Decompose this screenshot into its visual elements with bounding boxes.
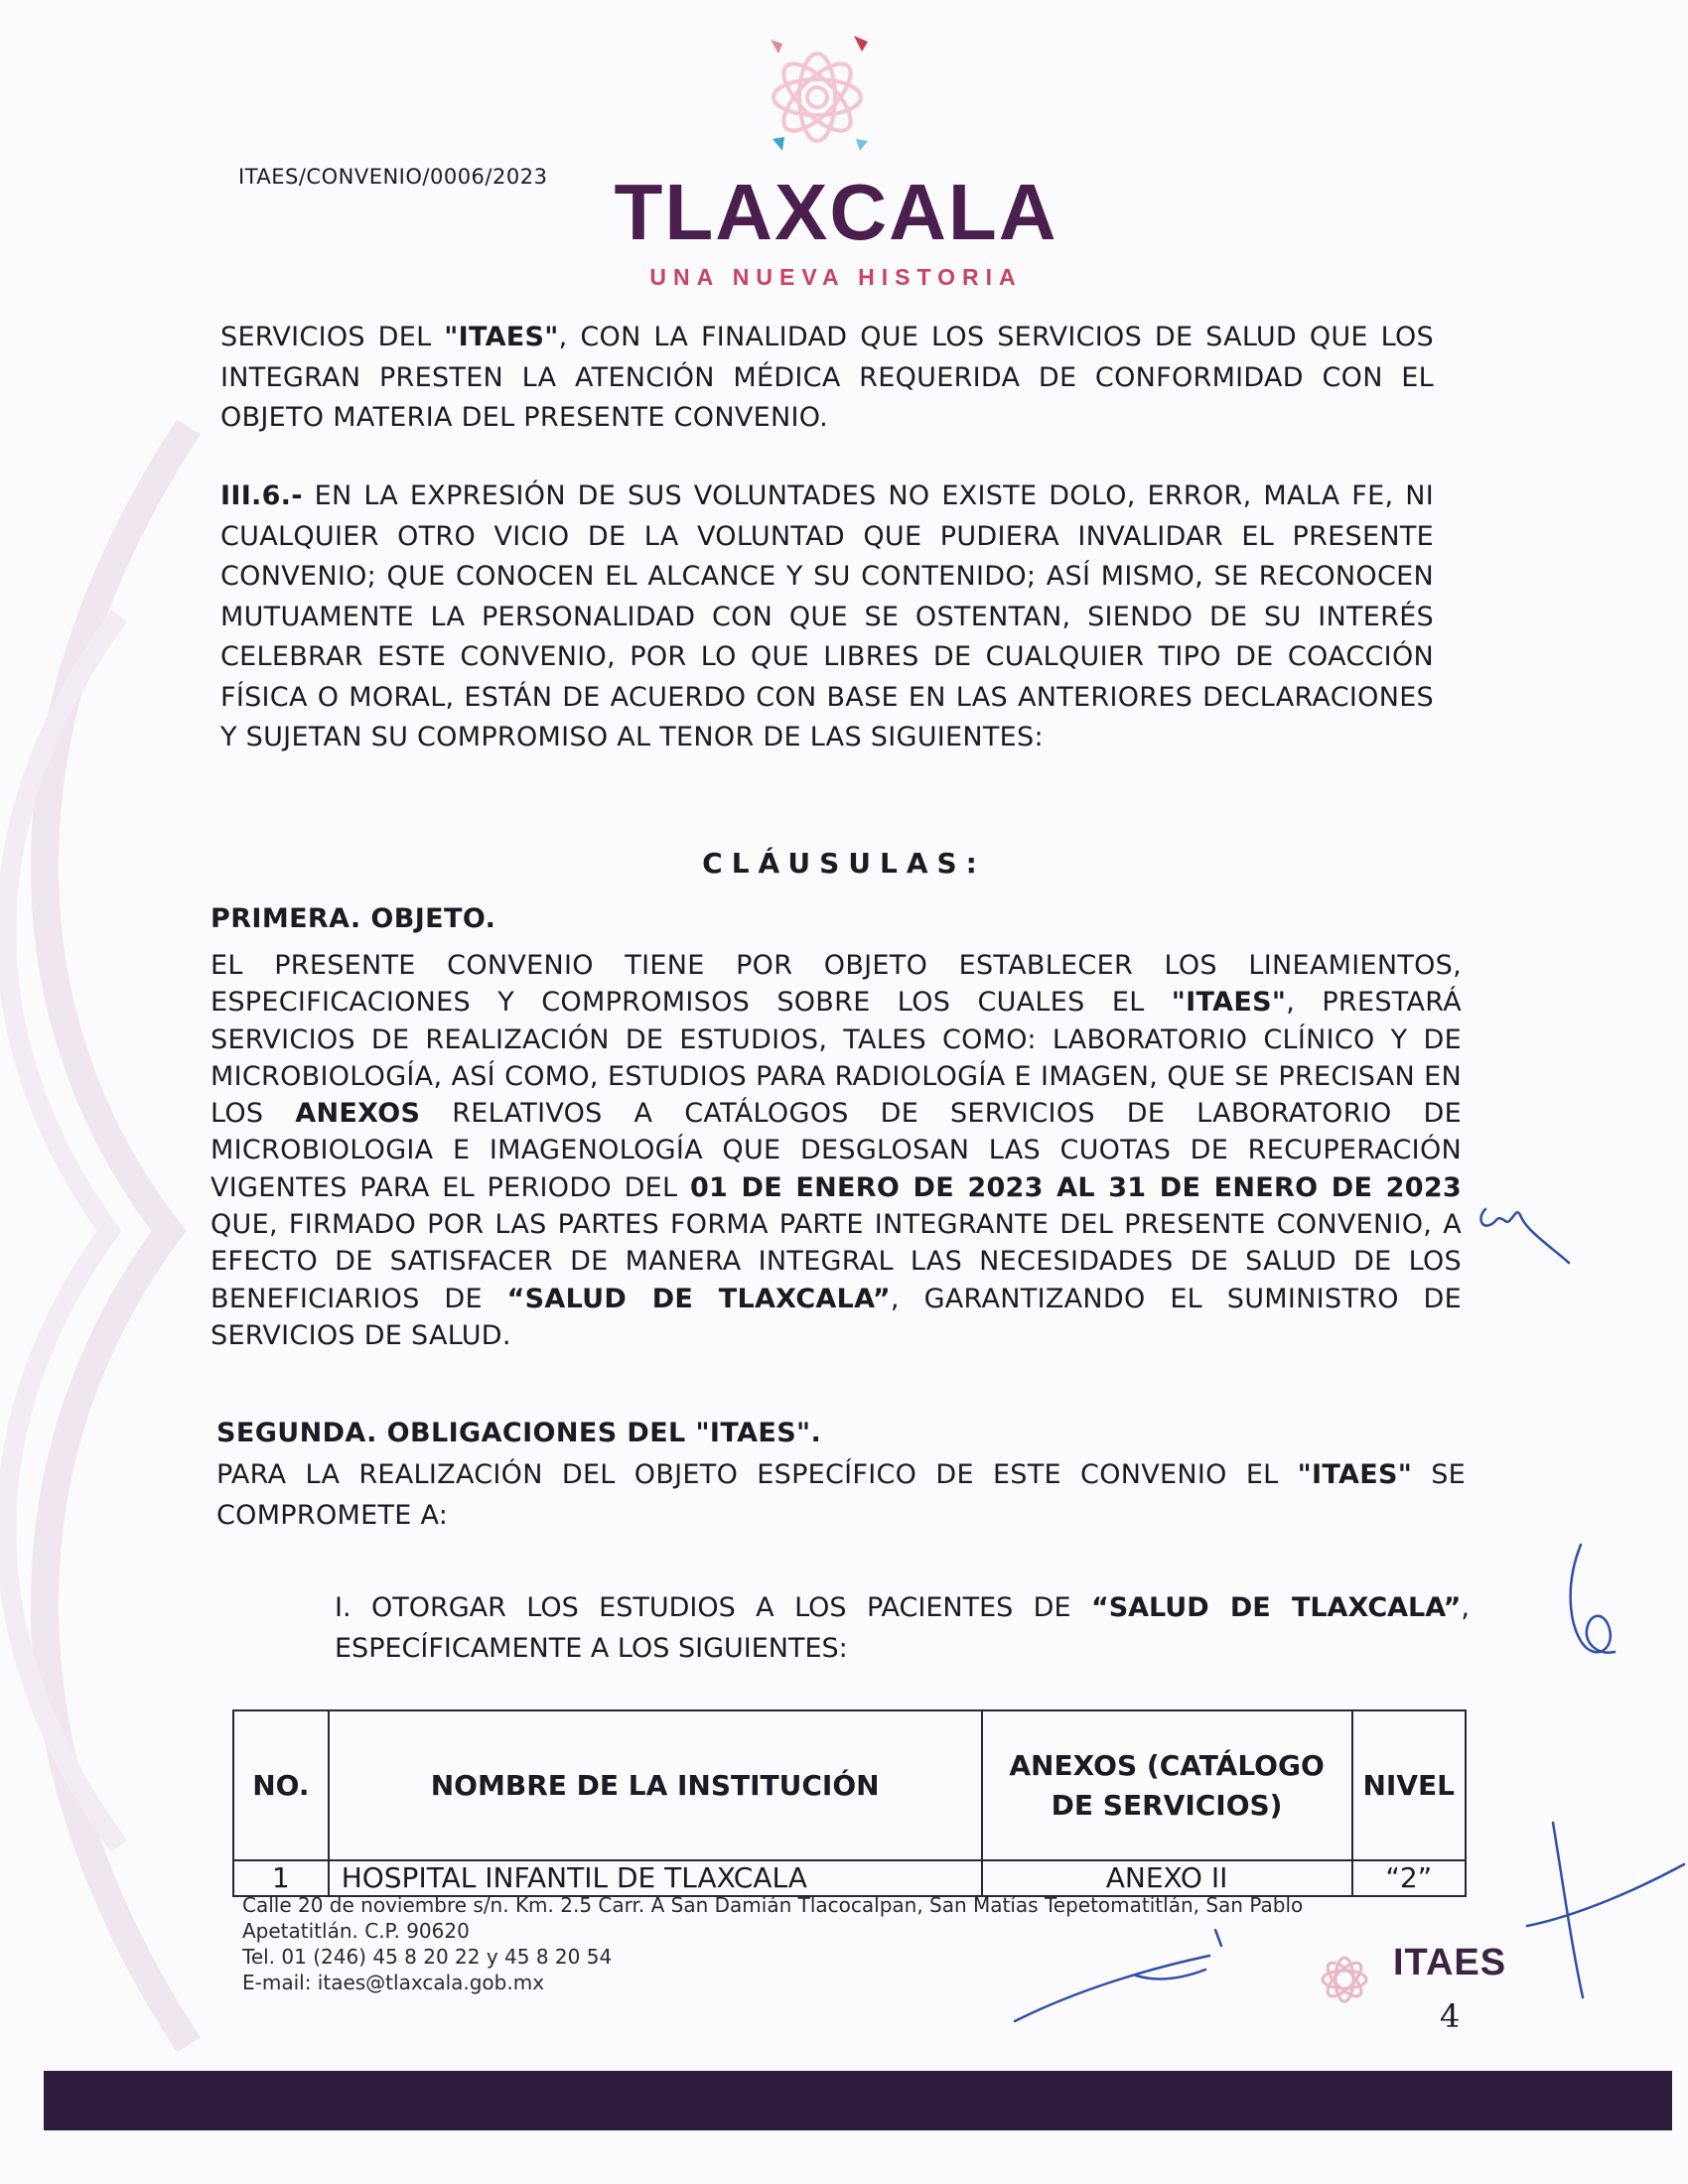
footer-phone: Tel. 01 (246) 45 8 20 22 y 45 8 20 54 — [242, 1945, 613, 1969]
document-reference: ITAES/CONVENIO/0006/2023 — [238, 165, 548, 189]
obligation-item-i: I. OTORGAR LOS ESTUDIOS A LOS PACIENTES DE “SALUD DE TLAXCALA”, ESPECÍFICAMENTE A LOS SIGUIENTES: — [335, 1592, 1470, 1664]
signature-initial-1 — [1480, 1209, 1569, 1263]
clausulas-heading: CLÁUSULAS: — [702, 847, 986, 880]
itaes-flower-logo-icon — [1309, 1946, 1380, 2017]
cell-anexo: ANEXO II — [982, 1860, 1352, 1896]
table-row — [233, 1860, 1466, 1896]
footer-address-block — [242, 1892, 1414, 1995]
table-header-row — [233, 1710, 1466, 1860]
footer-brand: ITAES — [1393, 1942, 1507, 1983]
cell-no: 1 — [233, 1860, 329, 1896]
header-no: NO. — [233, 1710, 329, 1860]
declaration-iii6: III.6.- EN LA EXPRESIÓN DE SUS VOLUNTADES NO EXISTE DOLO, ERROR, MALA FE, NI CUALQUIER OTRO VICIO DE LA VOLUNTAD QUE PUDIERA INVALIDAR EL PRESENTE CONVENIO; QUE CONOCEN EL ALCANCE Y SU CONTENIDO; ASÍ MISMO, SE RECONOCEN MUTUAMENTE LA PERSONALIDAD CON QUE SE OSTENTAN, SIENDO DE SU INTERÉS CELEBRAR ESTE CONVENIO, POR LO QUE LIBRES DE CUALQUIER TIPO DE COACCIÓN FÍSICA O MORAL, ESTÁN DE ACUERDO CON BASE EN LAS ANTERIORES DECLARACIONES Y SUJETAN SU COMPROMISO AL TENOR DE LAS SIGUIENTES: — [220, 480, 1434, 752]
header-anexos: ANEXOS (CATÁLOGO DE SERVICIOS) — [982, 1710, 1352, 1860]
footer-email: E-mail: itaes@tlaxcala.gob.mx — [242, 1971, 545, 1994]
segunda-heading: SEGUNDA. OBLIGACIONES DEL "ITAES". — [216, 1418, 822, 1448]
signature-cross — [1527, 1823, 1684, 1997]
segunda-paragraph: PARA LA REALIZACIÓN DEL OBJETO ESPECÍFICO DE ESTE CONVENIO EL "ITAES" SE COMPROMETE A: — [216, 1459, 1466, 1531]
primera-paragraph: EL PRESENTE CONVENIO TIENE POR OBJETO ESTABLECER LOS LINEAMIENTOS, ESPECIFICACIONES Y COMPROMISOS SOBRE LOS CUALES EL "ITAES", PRESTARÁ SERVICIOS DE REALIZACIÓN DE ESTUDIOS, TALES COMO: LABORATORIO CLÍNICO Y DE MICROBIOLOGÍA, ASÍ COMO, ESTUDIOS PARA RADIOLOGÍA E IMAGEN, QUE SE PRECISAN EN LOS ANEXOS RELATIVOS A CATÁLOGOS DE SERVICIOS DE LABORATORIO DE MICROBIOLOGIA E IMAGENOLOGÍA QUE DESGLOSAN LAS CUOTAS DE RECUPERACIÓN VIGENTES PARA EL PERIODO DEL 01 DE ENERO DE 2023 AL 31 DE ENERO DE 2023 QUE, FIRMADO POR LAS PARTES FORMA PARTE INTEGRANTE DEL PRESENTE CONVENIO, A EFECTO DE SATISFACER DE MANERA INTEGRAL LAS NECESIDADES DE SALUD DE LOS BENEFICIARIOS DE “SALUD DE TLAXCALA”, GARANTIZANDO EL SUMINISTRO DE SERVICIOS DE SALUD. — [211, 950, 1462, 1351]
footer-address-line-2: Apetatitlán. C.P. 90620 — [242, 1919, 470, 1943]
institutions-table — [232, 1709, 1467, 1897]
signature-initial-2 — [1571, 1545, 1615, 1653]
cell-nivel: “2” — [1352, 1860, 1467, 1896]
brand-subtitle: UNA NUEVA HISTORIA — [649, 264, 1023, 290]
header-institucion: NOMBRE DE LA INSTITUCIÓN — [329, 1710, 982, 1860]
cell-institucion: HOSPITAL INFANTIL DE TLAXCALA — [329, 1860, 982, 1896]
tlaxcala-flower-logo-icon — [743, 28, 892, 167]
header-nivel: NIVEL — [1352, 1710, 1467, 1860]
declaration-label: III.6.- — [220, 480, 303, 511]
footer-color-band — [44, 2071, 1672, 2130]
brand-title: TLAXCALA — [614, 168, 1058, 256]
footer-address-line-1: Calle 20 de noviembre s/n. Km. 2.5 Carr. A San Damián Tlacocalpan, San Matías Tepetomatitlán, San Pablo — [242, 1893, 1304, 1917]
page-number: 4 — [1440, 1997, 1461, 2035]
intro-paragraph: SERVICIOS DEL "ITAES", CON LA FINALIDAD QUE LOS SERVICIOS DE SALUD QUE LOS INTEGRAN PRESTEN LA ATENCIÓN MÉDICA REQUERIDA DE CONFORMIDAD CON EL OBJETO MATERIA DEL PRESENTE CONVENIO. — [220, 322, 1434, 433]
primera-heading: PRIMERA. OBJETO. — [211, 903, 496, 934]
